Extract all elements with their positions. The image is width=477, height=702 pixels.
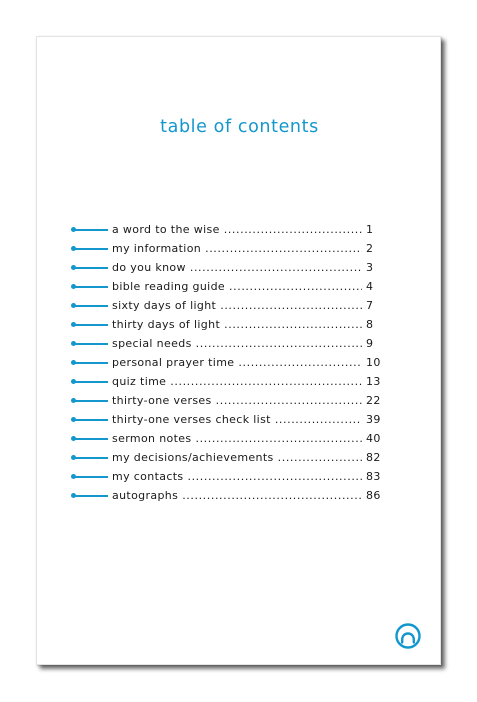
bullet-line-icon	[71, 391, 112, 410]
toc-page-number: 1	[366, 223, 374, 236]
bullet-line-icon	[71, 467, 112, 486]
toc-label: personal prayer time	[112, 356, 235, 369]
toc-page-number: 9	[366, 337, 374, 350]
toc-page-number: 7	[366, 299, 374, 312]
dot-leader	[205, 242, 362, 255]
dot-leader	[216, 394, 362, 407]
dot-leader	[229, 280, 362, 293]
document-page	[36, 36, 441, 665]
toc-label: thirty days of light	[112, 318, 221, 331]
table-of-contents	[71, 220, 386, 505]
toc-entry[interactable]	[71, 486, 386, 505]
bullet-line-icon	[71, 429, 112, 448]
toc-label: thirty-one verses check list	[112, 413, 271, 426]
dot-leader	[224, 223, 362, 236]
toc-label: sixty days of light	[112, 299, 217, 312]
toc-label: my decisions/achievements	[112, 451, 274, 464]
toc-entry[interactable]	[71, 315, 386, 334]
toc-label: a word to the wise	[112, 223, 220, 236]
bullet-line-icon	[71, 486, 112, 505]
page-title: table of contents	[160, 117, 319, 137]
toc-entry[interactable]	[71, 467, 386, 486]
toc-label: special needs	[112, 337, 192, 350]
dot-leader	[195, 432, 362, 445]
dot-leader	[278, 451, 362, 464]
bullet-line-icon	[71, 334, 112, 353]
dot-leader	[182, 489, 362, 502]
toc-entry[interactable]	[71, 372, 386, 391]
toc-label: my contacts	[112, 470, 184, 483]
toc-label: my information	[112, 242, 202, 255]
bullet-line-icon	[71, 277, 112, 296]
dot-leader	[220, 299, 362, 312]
bullet-line-icon	[71, 410, 112, 429]
toc-entry[interactable]	[71, 429, 386, 448]
toc-label: autographs	[112, 489, 179, 502]
bullet-line-icon	[71, 220, 112, 239]
bullet-line-icon	[71, 258, 112, 277]
toc-entry[interactable]	[71, 220, 386, 239]
dot-leader	[238, 356, 362, 369]
toc-entry[interactable]	[71, 448, 386, 467]
toc-page-number: 22	[366, 394, 381, 407]
toc-label: sermon notes	[112, 432, 192, 445]
toc-entry[interactable]	[71, 334, 386, 353]
toc-page-number: 3	[366, 261, 374, 274]
toc-label: quiz time	[112, 375, 167, 388]
toc-label: thirty-one verses	[112, 394, 212, 407]
toc-page-number: 86	[366, 489, 381, 502]
toc-entry[interactable]	[71, 258, 386, 277]
dot-leader	[187, 470, 362, 483]
toc-entry[interactable]	[71, 296, 386, 315]
toc-page-number: 83	[366, 470, 381, 483]
toc-label: bible reading guide	[112, 280, 226, 293]
dot-leader	[190, 261, 362, 274]
toc-entry[interactable]	[71, 391, 386, 410]
bullet-line-icon	[71, 353, 112, 372]
dot-leader	[196, 337, 362, 350]
toc-entry[interactable]	[71, 410, 386, 429]
toc-page-number: 2	[366, 242, 374, 255]
bullet-line-icon	[71, 448, 112, 467]
toc-label: do you know	[112, 261, 186, 274]
toc-page-number: 82	[366, 451, 381, 464]
bullet-line-icon	[71, 315, 112, 334]
toc-entry[interactable]	[71, 353, 386, 372]
toc-page-number: 4	[366, 280, 374, 293]
toc-entry[interactable]	[71, 277, 386, 296]
toc-page-number: 8	[366, 318, 374, 331]
toc-page-number: 39	[366, 413, 381, 426]
publisher-logo-icon	[395, 623, 421, 649]
dot-leader	[275, 413, 362, 426]
toc-page-number: 40	[366, 432, 381, 445]
toc-entry[interactable]	[71, 239, 386, 258]
toc-page-number: 13	[366, 375, 381, 388]
dot-leader	[170, 375, 362, 388]
bullet-line-icon	[71, 372, 112, 391]
bullet-line-icon	[71, 239, 112, 258]
bullet-line-icon	[71, 296, 112, 315]
toc-page-number: 10	[366, 356, 381, 369]
dot-leader	[224, 318, 362, 331]
